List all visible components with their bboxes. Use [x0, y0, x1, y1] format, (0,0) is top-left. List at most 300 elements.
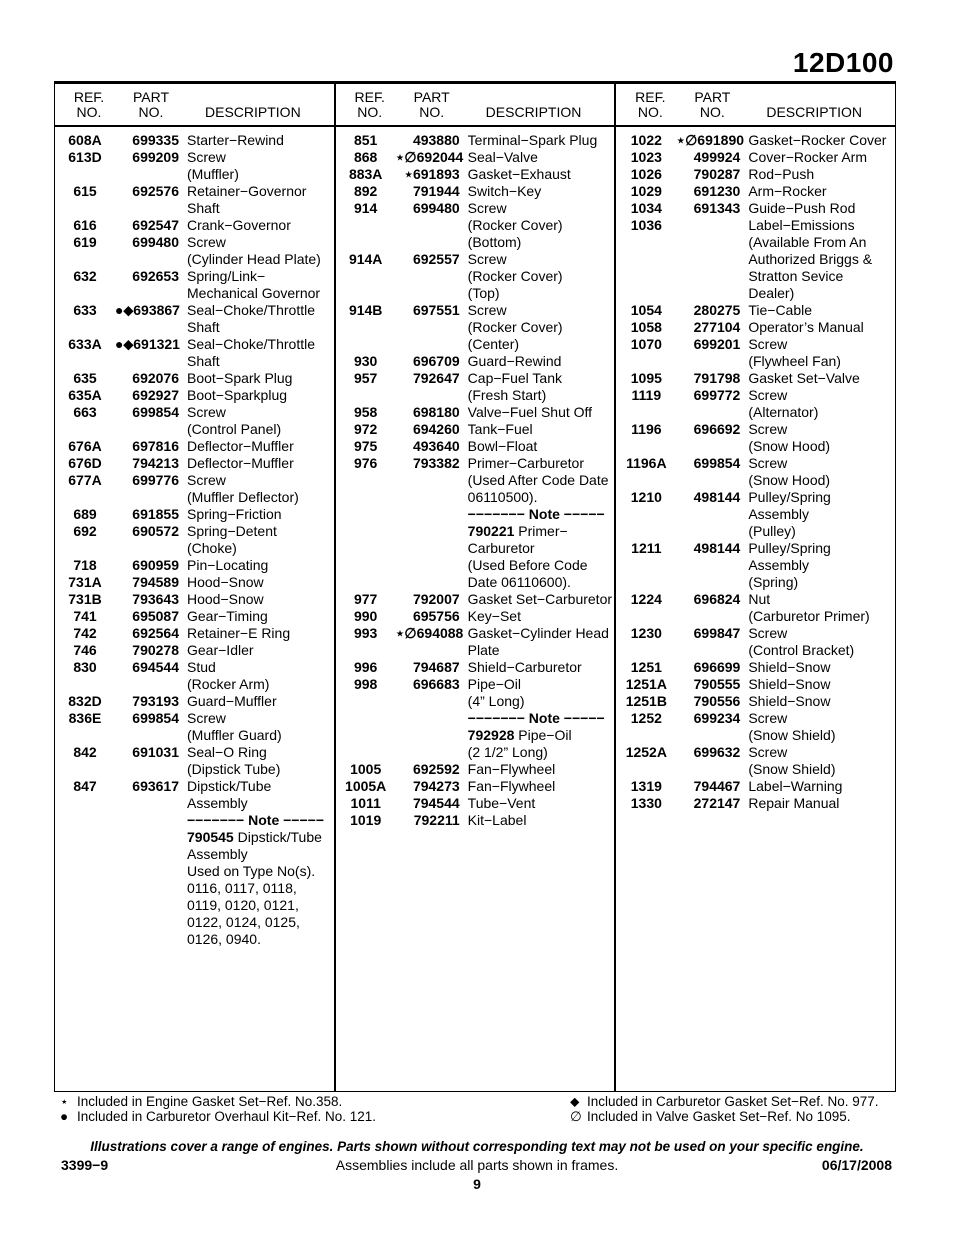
parts-row — [336, 506, 615, 523]
parts-row — [336, 761, 615, 778]
part-description: Guide−Push Rod — [748, 200, 856, 216]
parts-row — [336, 336, 615, 353]
parts-row — [616, 761, 895, 778]
ref-number: 1319 — [630, 778, 662, 794]
parts-row — [336, 302, 615, 319]
part-description: (Available From An — [748, 234, 867, 250]
ref-number: 1070 — [630, 336, 662, 352]
ref-number: 1022 — [630, 132, 662, 148]
part-number: 699480 — [132, 234, 179, 250]
part-number: 690572 — [132, 523, 179, 539]
part-description: Bowl−Float — [467, 438, 538, 454]
part-number: 794589 — [132, 574, 179, 590]
part-description: Primer−Carburetor — [467, 455, 584, 471]
part-number — [115, 727, 179, 744]
parts-row — [336, 149, 615, 166]
part-number — [676, 285, 740, 302]
ref-number — [336, 642, 396, 659]
part-number: 696824 — [693, 591, 741, 607]
part-number: 691031 — [132, 744, 179, 760]
part-description: (Used Before Code — [467, 557, 588, 573]
ref-number: 914B — [348, 302, 383, 318]
part-description: Assembly — [187, 846, 248, 862]
alternate-part-text: Primer− — [514, 523, 568, 539]
parts-row — [616, 234, 895, 251]
part-description — [179, 829, 334, 846]
part-description: (Rocker Cover) — [467, 217, 563, 233]
part-description: (Snow Hood) — [748, 472, 831, 488]
part-description: Shield−Snow — [748, 676, 831, 692]
ref-number — [55, 353, 115, 370]
part-number: 693617 — [132, 778, 179, 794]
part-number — [115, 319, 179, 336]
parts-row — [616, 268, 895, 285]
ref-number — [336, 574, 396, 591]
part-description: Deflector−Muffler — [187, 438, 294, 454]
part-number — [115, 540, 179, 557]
part-description: Authorized Briggs & — [748, 251, 873, 267]
part-description: Screw — [748, 625, 788, 641]
parts-row — [336, 642, 615, 659]
ref-number — [55, 540, 115, 557]
part-description: Stratton Sevice — [748, 268, 844, 284]
parts-row — [336, 268, 615, 285]
part-number: 691343 — [693, 200, 741, 216]
part-description: Date 06110600). — [467, 574, 571, 590]
part-number: 790287 — [693, 166, 741, 182]
part-number: 699632 — [693, 744, 741, 760]
parts-column-3 — [614, 84, 895, 1091]
part-description: Screw — [187, 710, 226, 726]
ref-number: 1224 — [630, 591, 662, 607]
part-description: Screw — [748, 455, 788, 471]
ref-number — [336, 387, 396, 404]
ref-number: 731B — [68, 591, 102, 607]
parts-rows — [616, 132, 895, 812]
ref-number — [55, 812, 115, 829]
part-description: Label−Warning — [748, 778, 843, 794]
ref-number — [336, 285, 396, 302]
parts-row — [616, 489, 895, 506]
part-number — [396, 523, 460, 540]
ref-number: 632 — [73, 268, 97, 284]
part-description: Gasket Set−Carburetor — [467, 591, 613, 607]
part-number — [676, 234, 740, 251]
part-description: Label−Emissions — [748, 217, 855, 233]
parts-row — [616, 336, 895, 353]
part-number: 699201 — [693, 336, 741, 352]
part-number: 692927 — [132, 387, 179, 403]
part-number — [396, 489, 460, 506]
ref-number: 842 — [73, 744, 97, 760]
ref-number — [616, 506, 676, 523]
part-number: 794273 — [412, 778, 460, 794]
ref-number — [616, 353, 676, 370]
ref-number — [336, 540, 396, 557]
part-number: 790555 — [693, 676, 741, 692]
part-number: 699335 — [132, 132, 179, 148]
parts-row — [336, 183, 615, 200]
part-description: (Top) — [467, 285, 500, 301]
part-description: Screw — [467, 200, 507, 216]
ref-number — [616, 438, 676, 455]
part-description: Deflector−Muffler — [187, 455, 294, 471]
part-description: Terminal−Spark Plug — [467, 132, 598, 148]
part-number: 792007 — [412, 591, 460, 607]
ref-number: 1251B — [625, 693, 667, 709]
part-number — [115, 795, 179, 812]
ref-number — [336, 523, 396, 540]
ref-number: 914 — [353, 200, 378, 216]
part-number: 280275 — [693, 302, 741, 318]
ref-number — [616, 727, 676, 744]
ref-number — [336, 557, 396, 574]
parts-row — [336, 251, 615, 268]
part-number — [115, 897, 179, 914]
part-number: 277104 — [693, 319, 741, 335]
ref-number: 741 — [73, 608, 97, 624]
ref-number: 957 — [353, 370, 378, 386]
part-number — [396, 642, 460, 659]
ref-number: 633 — [73, 302, 97, 318]
part-description: (Dipstick Tube) — [187, 761, 281, 777]
part-description: (Muffler) — [187, 166, 239, 182]
part-number — [115, 353, 179, 370]
part-number: 498144 — [693, 540, 741, 556]
ref-number: 1034 — [630, 200, 662, 216]
ref-number: 998 — [353, 676, 378, 692]
ref-number: 990 — [353, 608, 378, 624]
header-description: DESCRIPTION — [205, 104, 301, 120]
part-description: Dipstick/Tube — [187, 778, 272, 794]
parts-row — [55, 489, 334, 506]
part-description: Gasket−Rocker Cover — [748, 132, 887, 148]
header-part-no: PART NO. — [413, 89, 450, 120]
part-description: (Choke) — [187, 540, 237, 556]
part-number — [676, 761, 740, 778]
part-description: −−−−−−− Note −−−−− — [467, 506, 605, 522]
part-description: Hood−Snow — [187, 574, 264, 590]
page-number: 9 — [473, 1176, 481, 1192]
parts-row — [55, 149, 334, 166]
alternate-part-number: 790545 — [187, 829, 234, 845]
parts-row — [616, 523, 895, 540]
parts-row — [55, 625, 334, 642]
parts-row — [616, 302, 895, 319]
parts-row — [616, 149, 895, 166]
empty-set-icon: ∅ — [570, 1108, 582, 1124]
part-number: 695087 — [132, 608, 179, 624]
part-description: Key−Set — [467, 608, 521, 624]
part-description: 0116, 0117, 0118, — [187, 880, 297, 896]
ref-number: 958 — [353, 404, 378, 420]
part-number: 691855 — [132, 506, 179, 522]
part-description: 0126, 0940. — [187, 931, 261, 947]
part-number: 793382 — [412, 455, 460, 471]
part-description: Seal−Choke/Throttle — [187, 336, 316, 352]
ref-number: 1196A — [626, 455, 667, 471]
part-description — [460, 523, 615, 540]
ref-number — [616, 268, 676, 285]
ref-number — [616, 404, 676, 421]
ref-number: 731A — [68, 574, 102, 590]
part-description: Rod−Push — [748, 166, 815, 182]
part-description: Seal−Choke/Throttle — [187, 302, 316, 318]
parts-row — [336, 574, 615, 591]
part-description: Switch−Key — [467, 183, 542, 199]
part-number: 692592 — [412, 761, 460, 777]
ref-number: 676A — [68, 438, 102, 454]
ref-number: 1026 — [630, 166, 662, 182]
parts-row — [616, 251, 895, 268]
parts-row — [55, 727, 334, 744]
part-number: 272147 — [693, 795, 741, 811]
parts-row — [336, 387, 615, 404]
part-description: Screw — [748, 387, 788, 403]
part-number — [115, 489, 179, 506]
part-description: (Used After Code Date — [467, 472, 609, 488]
part-description: Screw — [187, 234, 226, 250]
ref-number: 832D — [68, 693, 102, 709]
part-description: Carburetor — [467, 540, 535, 556]
ref-number: 836E — [68, 710, 102, 726]
part-description: (2 1/2” Long) — [467, 744, 548, 760]
parts-row — [55, 914, 334, 931]
ref-number: 1119 — [631, 387, 662, 403]
header-part-no: PART NO. — [132, 89, 170, 120]
part-description: Fan−Flywheel — [467, 778, 556, 794]
parts-row — [55, 574, 334, 591]
parts-row — [616, 285, 895, 302]
parts-rows — [336, 132, 615, 829]
part-number — [115, 251, 179, 268]
part-description: (Rocker Cover) — [467, 319, 563, 335]
part-number: ⋆∅694088 — [395, 625, 464, 641]
bullet-icon: ● — [60, 1108, 69, 1124]
ref-number: 930 — [353, 353, 378, 369]
part-description: Screw — [467, 302, 507, 318]
ref-number: 883A — [348, 166, 383, 182]
ref-number: 689 — [73, 506, 97, 522]
part-number: ●⬥693867 — [115, 302, 180, 318]
part-number: 692576 — [132, 183, 179, 199]
part-number: 791944 — [412, 183, 460, 199]
part-number — [676, 353, 740, 370]
ref-number: 613D — [68, 149, 102, 165]
parts-row — [55, 778, 334, 795]
parts-row — [336, 285, 615, 302]
part-description: Shield−Snow — [748, 693, 831, 709]
ref-number — [55, 489, 115, 506]
part-number — [676, 523, 740, 540]
parts-row — [55, 353, 334, 370]
header-ref-no: REF. NO. — [354, 89, 385, 120]
ref-number — [336, 727, 396, 744]
part-number — [676, 642, 740, 659]
part-description: Guard−Muffler — [187, 693, 277, 709]
part-number — [676, 506, 740, 523]
ref-number: 1210 — [630, 489, 662, 505]
part-description: (4” Long) — [467, 693, 525, 709]
part-description: (Carburetor Primer) — [748, 608, 870, 624]
part-number — [115, 166, 179, 183]
part-description: Valve−Fuel Shut Off — [467, 404, 593, 420]
part-number — [115, 761, 179, 778]
part-number: 697816 — [132, 438, 179, 454]
parts-row — [336, 166, 615, 183]
parts-row — [55, 710, 334, 727]
part-description: Retainer−Governor — [187, 183, 307, 199]
part-number: 793193 — [132, 693, 179, 709]
part-description: (Snow Shield) — [748, 727, 836, 743]
part-number — [115, 863, 179, 880]
parts-row — [55, 132, 334, 149]
part-number — [396, 268, 460, 285]
part-description: Assembly — [748, 506, 810, 522]
ref-number — [336, 336, 396, 353]
parts-row — [55, 829, 334, 846]
parts-row — [55, 370, 334, 387]
ref-number: 676D — [68, 455, 102, 471]
part-number: 699209 — [132, 149, 179, 165]
ref-number: 677A — [68, 472, 102, 488]
ref-number — [55, 761, 115, 778]
part-description: (Control Panel) — [187, 421, 282, 437]
parts-row — [55, 676, 334, 693]
ref-number — [616, 523, 676, 540]
ref-number: 635A — [68, 387, 102, 403]
part-number — [676, 268, 740, 285]
part-number: 694260 — [412, 421, 460, 437]
part-number — [676, 557, 740, 574]
parts-row — [55, 472, 334, 489]
part-number — [115, 676, 179, 693]
part-description: (Cylinder Head Plate) — [187, 251, 321, 267]
ref-number — [55, 829, 115, 846]
ref-number — [55, 166, 115, 183]
part-number: ⋆∅692044 — [395, 149, 464, 165]
ref-number — [336, 744, 396, 761]
part-number: 794213 — [132, 455, 179, 471]
parts-row — [616, 319, 895, 336]
part-description: (Control Bracket) — [748, 642, 855, 658]
ref-number — [55, 421, 115, 438]
parts-row — [616, 608, 895, 625]
part-description: (Pulley) — [748, 523, 796, 539]
parts-row — [336, 489, 615, 506]
parts-row — [55, 591, 334, 608]
parts-row — [55, 404, 334, 421]
parts-row — [336, 591, 615, 608]
part-number: 696709 — [412, 353, 460, 369]
parts-row — [616, 693, 895, 710]
parts-row — [616, 676, 895, 693]
parts-row — [336, 438, 615, 455]
alternate-part-number: 790221 — [467, 523, 515, 539]
ref-number — [336, 234, 396, 251]
ref-number: 975 — [353, 438, 378, 454]
part-number: 794467 — [693, 778, 741, 794]
parts-row — [336, 455, 615, 472]
part-number: 699854 — [693, 455, 741, 471]
parts-row — [616, 183, 895, 200]
part-description: −−−−−−− Note −−−−− — [187, 812, 324, 828]
parts-row — [616, 625, 895, 642]
ref-number — [55, 200, 115, 217]
part-number — [396, 387, 460, 404]
part-number: ⋆∅691890 — [676, 132, 745, 148]
parts-row — [55, 455, 334, 472]
part-description: Cover−Rocker Arm — [748, 149, 867, 165]
part-number: 698180 — [412, 404, 460, 420]
parts-row — [336, 234, 615, 251]
part-description: Assembly — [187, 795, 248, 811]
part-number: 696683 — [412, 676, 460, 692]
part-number: 692653 — [132, 268, 179, 284]
part-description: Mechanical Governor — [187, 285, 321, 301]
part-number: 794544 — [412, 795, 460, 811]
ref-number — [616, 251, 676, 268]
parts-row — [616, 795, 895, 812]
ref-number — [55, 727, 115, 744]
star-icon: ⋆ — [60, 1094, 69, 1109]
ref-number: 868 — [353, 149, 378, 165]
part-number: 790278 — [132, 642, 179, 658]
part-description: (Snow Shield) — [748, 761, 836, 777]
parts-row — [55, 761, 334, 778]
parts-row — [55, 880, 334, 897]
part-description: 0122, 0124, 0125, — [187, 914, 300, 930]
parts-row — [616, 387, 895, 404]
ref-number: 1230 — [630, 625, 662, 641]
part-number — [115, 846, 179, 863]
part-description: Screw — [467, 251, 507, 267]
column-header — [616, 84, 895, 127]
parts-row — [336, 608, 615, 625]
parts-row — [336, 421, 615, 438]
parts-row — [336, 217, 615, 234]
part-number: 692076 — [132, 370, 179, 386]
ref-number: 914A — [348, 251, 383, 267]
part-number: 694544 — [132, 659, 179, 675]
ref-number: 1011 — [350, 795, 381, 811]
ref-number: 851 — [353, 132, 378, 148]
part-number: 699480 — [412, 200, 460, 216]
parts-row — [336, 353, 615, 370]
part-number — [676, 251, 740, 268]
parts-row — [336, 472, 615, 489]
parts-row — [55, 302, 334, 319]
parts-rows — [55, 132, 334, 948]
document-number: 3399−9 — [61, 1157, 109, 1173]
footnote: ● Included in Carburetor Overhaul Kit−Ref. No. 121. — [60, 1108, 377, 1124]
part-number: 493640 — [412, 438, 460, 454]
header-description: DESCRIPTION — [766, 104, 863, 120]
ref-number — [336, 489, 396, 506]
ref-number: 976 — [353, 455, 378, 471]
alternate-part-text: Pipe−Oil — [514, 727, 572, 743]
part-description: Hood−Snow — [187, 591, 264, 607]
parts-row — [55, 931, 334, 948]
ref-number: 1054 — [630, 302, 662, 318]
alternate-part-text: Dipstick/Tube — [233, 829, 322, 845]
parts-row — [336, 132, 615, 149]
parts-row — [616, 200, 895, 217]
part-description: 06110500). — [467, 489, 538, 505]
parts-row — [55, 540, 334, 557]
parts-row — [616, 217, 895, 234]
part-number — [396, 234, 460, 251]
